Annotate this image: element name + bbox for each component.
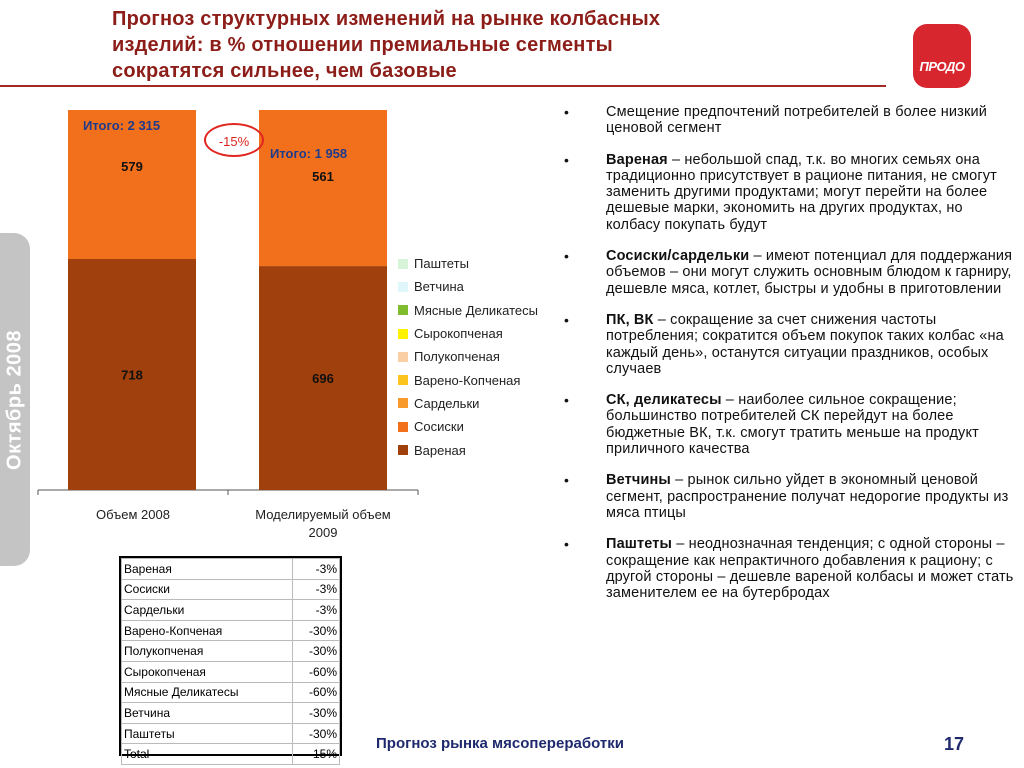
bullet-body: Смещение предпочтений потребителей в более низкий ценовой сегмент bbox=[606, 104, 987, 137]
bullet-marker: • bbox=[564, 472, 570, 489]
table-cell-change: -3% bbox=[292, 600, 339, 621]
table-cell-change: -30% bbox=[292, 641, 339, 662]
bullet-marker: • bbox=[564, 392, 570, 409]
table-row bbox=[122, 600, 340, 621]
legend-swatch bbox=[398, 305, 408, 315]
table-row bbox=[122, 620, 340, 641]
logo-text: ПРОДО bbox=[919, 59, 965, 74]
legend-label: Полукопченая bbox=[414, 349, 500, 365]
bullet-text bbox=[606, 248, 1020, 297]
title-line-2: изделий: в % отношении премиальные сегменты bbox=[112, 34, 613, 56]
commentary-list bbox=[562, 104, 1020, 616]
title-line-3: сократятся сильнее, чем базовые bbox=[112, 60, 457, 82]
bullet-body: – наиболее сильное сокращение; большинство потребителей СК перейдут на более бюджетные ВК, т.к. смогут тратить меньше на продукт приличного качества bbox=[606, 392, 979, 458]
legend-item bbox=[398, 345, 538, 368]
bullet-text bbox=[606, 536, 1020, 601]
table-row bbox=[122, 579, 340, 600]
page-number: 17 bbox=[944, 734, 965, 754]
bullet-heading: Сосиски/сардельки bbox=[606, 248, 750, 265]
bullet-heading: Ветчины bbox=[606, 472, 671, 489]
table-row bbox=[122, 723, 340, 744]
page-title bbox=[112, 6, 852, 84]
table-row bbox=[122, 703, 340, 724]
table-row bbox=[122, 559, 340, 580]
x-axis-label-text: Объем 2008 bbox=[96, 507, 170, 522]
table-cell-segment: Варено-Копченая bbox=[122, 620, 293, 641]
legend-item bbox=[398, 322, 538, 345]
legend-item bbox=[398, 299, 538, 322]
x-axis-label-line-2: 2009 bbox=[308, 525, 338, 540]
legend-item bbox=[398, 368, 538, 391]
change-percent-badge: -15% bbox=[204, 123, 264, 157]
total-label-2008: Итого: 2 315 bbox=[83, 118, 161, 133]
title-line-1: Прогноз структурных изменений на рынке колбасных bbox=[112, 8, 661, 30]
legend-label: Паштеты bbox=[414, 256, 469, 272]
chart-legend bbox=[398, 252, 538, 462]
table-cell-change: -60% bbox=[292, 682, 339, 703]
bullet-item bbox=[562, 312, 1020, 377]
company-logo bbox=[913, 24, 971, 88]
x-axis-label-line-1: Моделируемый объем bbox=[255, 507, 391, 522]
legend-swatch bbox=[398, 352, 408, 362]
bullet-text bbox=[606, 152, 1020, 233]
legend-label: Вареная bbox=[414, 442, 466, 458]
x-axis-label-2009 bbox=[228, 506, 418, 542]
table-cell-change: -30% bbox=[292, 620, 339, 641]
x-axis-label-2008 bbox=[68, 506, 198, 524]
legend-swatch bbox=[398, 445, 408, 455]
stacked-bar-chart bbox=[30, 110, 430, 500]
legend-swatch bbox=[398, 375, 408, 385]
bullet-body: – небольшой спад, т.к. во многих семьях она традиционно присутствует в рационе питания, не смогут заменить другими продуктами; могут перейти на более дешевые марки, экономить на других продуктах, но колбасу покупать будут bbox=[606, 151, 997, 233]
legend-item bbox=[398, 275, 538, 298]
table-row bbox=[122, 641, 340, 662]
table-cell-segment: Вареная bbox=[122, 559, 293, 580]
table-cell-segment: Сырокопченая bbox=[122, 661, 293, 682]
bullet-heading: ПК, ВК bbox=[606, 311, 654, 328]
bullet-marker: • bbox=[564, 536, 570, 553]
legend-item bbox=[398, 438, 538, 461]
bullet-item bbox=[562, 152, 1020, 233]
table-total-row bbox=[122, 744, 340, 765]
table-cell-change: -15% bbox=[292, 744, 339, 765]
bullet-text bbox=[606, 392, 1020, 457]
legend-swatch bbox=[398, 259, 408, 269]
bullet-item bbox=[562, 104, 1020, 137]
bar-value-label: 579 bbox=[121, 158, 143, 174]
table-cell-change: -30% bbox=[292, 723, 339, 744]
legend-item bbox=[398, 252, 538, 275]
table-cell-segment: Полукопченая bbox=[122, 641, 293, 662]
legend-label: Ветчина bbox=[414, 279, 464, 295]
bullet-marker: • bbox=[564, 104, 570, 120]
bullet-body: – сокращение за счет снижения частоты потребления; сократится объем покупок таких колбас «на каждый день», останутся ситуации праздников, особых случаев bbox=[606, 311, 1004, 377]
table-cell-change: -60% bbox=[292, 661, 339, 682]
bullet-text bbox=[606, 312, 1020, 377]
bullet-item bbox=[562, 472, 1020, 521]
legend-item bbox=[398, 415, 538, 438]
legend-swatch bbox=[398, 398, 408, 408]
legend-swatch bbox=[398, 329, 408, 339]
table-cell-segment: Ветчина bbox=[122, 703, 293, 724]
bullet-heading: СК, деликатесы bbox=[606, 392, 722, 409]
table-cell-segment: Сосиски bbox=[122, 579, 293, 600]
bar-value-label: 718 bbox=[121, 367, 143, 383]
bullet-item bbox=[562, 536, 1020, 601]
table-row bbox=[122, 661, 340, 682]
legend-label: Варено-Копченая bbox=[414, 372, 521, 388]
bullet-marker: • bbox=[564, 311, 570, 328]
bullet-heading: Паштеты bbox=[606, 536, 673, 553]
bar-value-label: 696 bbox=[312, 371, 334, 387]
table-cell-segment: Мясные Деликатесы bbox=[122, 682, 293, 703]
bullet-body: – рынок сильно уйдет в экономный ценовой сегмент, распространение получат недорогие продукты из мяса птицы bbox=[606, 472, 1009, 521]
legend-label: Мясные Деликатесы bbox=[414, 302, 538, 318]
table-cell-segment: Сардельки bbox=[122, 600, 293, 621]
legend-swatch bbox=[398, 422, 408, 432]
footer-title: Прогноз рынка мясопереработки bbox=[376, 735, 624, 752]
table-cell-change: -30% bbox=[292, 703, 339, 724]
bullet-item bbox=[562, 248, 1020, 297]
table-cell-segment: Паштеты bbox=[122, 723, 293, 744]
bullet-text bbox=[606, 472, 1020, 521]
bar-segment bbox=[259, 110, 387, 266]
bar-value-label: 561 bbox=[312, 168, 334, 184]
change-table bbox=[119, 556, 342, 762]
bullet-marker: • bbox=[564, 248, 570, 265]
table-row bbox=[122, 682, 340, 703]
legend-swatch bbox=[398, 282, 408, 292]
legend-label: Сосиски bbox=[414, 419, 464, 435]
side-date-text: Октябрь 2008 bbox=[3, 330, 26, 470]
total-label-2009: Итого: 1 958 bbox=[270, 146, 348, 161]
bullet-text bbox=[606, 104, 1020, 137]
title-divider bbox=[0, 85, 886, 87]
bullet-heading: Вареная bbox=[606, 151, 668, 168]
legend-label: Сырокопченая bbox=[414, 326, 503, 342]
legend-label: Сардельки bbox=[414, 395, 480, 411]
bullet-body: – имеют потенциал для поддержания объемов – они могут служить основным блюдом к гарниру, дешевле мяса, котлет, быстры и удобны в приготовлении bbox=[606, 248, 1013, 297]
legend-item bbox=[398, 392, 538, 415]
table-cell-change: -3% bbox=[292, 579, 339, 600]
bullet-item bbox=[562, 392, 1020, 457]
bullet-marker: • bbox=[564, 151, 570, 168]
table-cell-change: -3% bbox=[292, 559, 339, 580]
bullet-body: – неоднозначная тенденция; с одной стороны – сокращение как непрактичного добавления к рациону; с другой стороны – дешевле вареной колбасы и может стать заменителем ее на бутербродах bbox=[606, 536, 1014, 602]
table-cell-segment: Total bbox=[122, 744, 293, 765]
